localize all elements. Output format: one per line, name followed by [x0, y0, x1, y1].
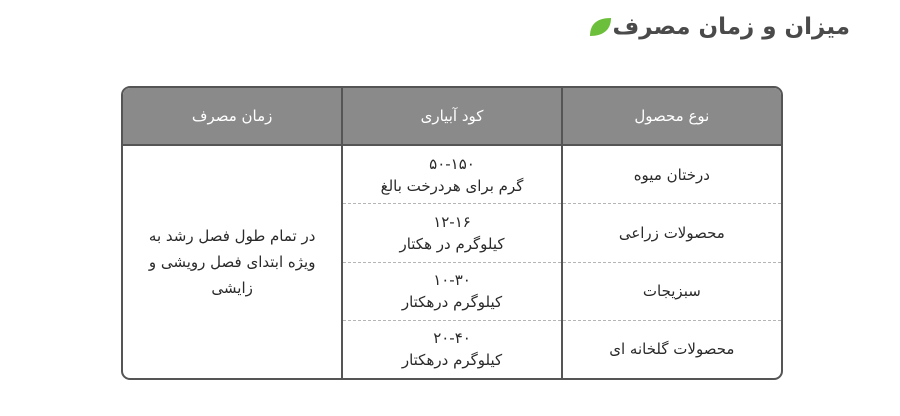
- dosage-cell: [342, 262, 561, 320]
- column-header-product: نوع محصول: [562, 88, 781, 145]
- table-row: [123, 145, 781, 204]
- dosage-table: [121, 86, 783, 380]
- dosage-cell: [342, 320, 561, 378]
- dosage-range: ۱۲-۱۶: [433, 213, 471, 232]
- column-header-fertilizer: کود آبیاری: [342, 88, 561, 145]
- product-cell: سبزیجات: [562, 262, 781, 320]
- table-header-row: [123, 88, 781, 145]
- dosage-range: ۲۰-۴۰: [433, 329, 471, 348]
- dosage-range: ۵۰-۱۵۰: [429, 154, 475, 173]
- usage-time-cell: در تمام طول فصل رشد به ویژه ابتدای فصل رویشی و زایشی: [148, 227, 316, 297]
- dosage-unit: کیلوگرم درهکتار: [401, 351, 503, 370]
- section-heading: [579, 14, 850, 40]
- product-cell: محصولات گلخانه ای: [562, 320, 781, 378]
- dosage-cell: [342, 204, 561, 262]
- dosage-range: ۱۰-۳۰: [433, 271, 471, 290]
- dosage-unit: کیلوگرم درهکتار: [401, 293, 503, 312]
- dosage-unit: گرم برای هردرخت بالغ: [380, 176, 524, 195]
- dosage-unit: کیلوگرم در هکتار: [399, 235, 505, 254]
- product-cell: درختان میوه: [562, 145, 781, 204]
- column-header-usage-time: زمان مصرف: [123, 88, 342, 145]
- leaf-icon: [587, 14, 613, 40]
- product-cell: محصولات زراعی: [562, 204, 781, 262]
- dosage-cell: [342, 145, 561, 204]
- page-title: میزان و زمان مصرف: [612, 14, 850, 40]
